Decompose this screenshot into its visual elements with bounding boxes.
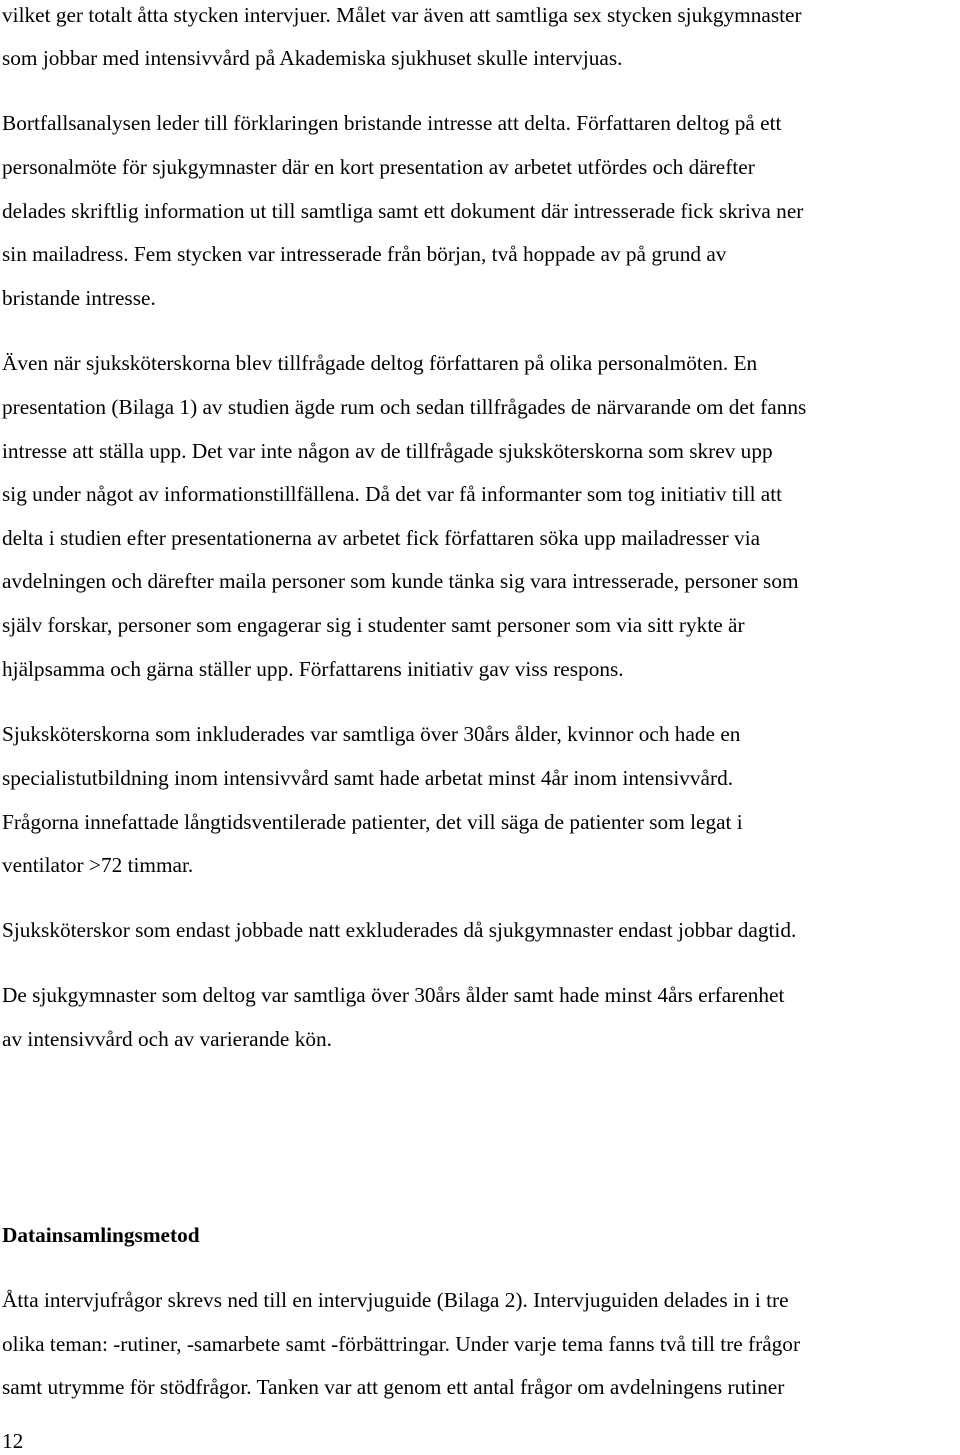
text-line: delta i studien efter presentationerna av arbetet fick författaren söka upp mailadresser via (2, 526, 761, 550)
text-line: vilket ger totalt åtta stycken intervjuer. Målet var även att samtliga sex stycken sjukgymnaster (2, 3, 802, 27)
text-line: sin mailadress. Fem stycken var intresserade från början, två hoppade av på grund av (2, 242, 727, 266)
text-line: som jobbar med intensivvård på Akademiska sjukhuset skulle intervjuas. (2, 46, 623, 70)
text-line: avdelningen och därefter maila personer som kunde tänka sig vara intresserade, personer som (2, 569, 799, 593)
section-heading: Datainsamlingsmetod (2, 1223, 200, 1247)
text-line: personalmöte för sjukgymnaster där en kort presentation av arbetet utfördes och därefter (2, 155, 755, 179)
text-line: sig under något av informationstillfällena. Då det var få informanter som tog initiativ till att (2, 482, 783, 506)
text-line: av intensivvård och av varierande kön. (2, 1027, 332, 1051)
text-line: Sjuksköterskor som endast jobbade natt exkluderades då sjukgymnaster endast jobbar dagtid. (2, 918, 797, 942)
text-line: specialistutbildning inom intensivvård samt hade arbetat minst 4år inom intensivvård. (2, 766, 734, 790)
text-line: presentation (Bilaga 1) av studien ägde rum och sedan tillfrågades de närvarande om det fanns (2, 395, 807, 419)
text-line: olika teman: -rutiner, -samarbete samt -förbättringar. Under varje tema fanns två till tre frågor (2, 1332, 801, 1356)
text-line: själv forskar, personer som engagerar sig i studenter samt personer som via sitt rykte är (2, 613, 745, 637)
text-line: ventilator >72 timmar. (2, 853, 194, 877)
text-line: bristande intresse. (2, 286, 156, 310)
text-line: Bortfallsanalysen leder till förklaringen bristande intresse att delta. Författaren deltog på ett (2, 111, 782, 135)
text-line: Åtta intervjufrågor skrevs ned till en intervjuguide (Bilaga 2). Intervjuguiden delades in i tre (2, 1288, 789, 1312)
text-line: samt utrymme för stödfrågor. Tanken var att genom ett antal frågor om avdelningens rutiner (2, 1375, 785, 1399)
text-line: hjälpsamma och gärna ställer upp. Författarens initiativ gav viss respons. (2, 657, 624, 681)
text-line: Sjuksköterskorna som inkluderades var samtliga över 30års ålder, kvinnor och hade en (2, 722, 741, 746)
text-line: Frågorna innefattade långtidsventilerade patienter, det vill säga de patienter som legat i (2, 810, 743, 834)
text-line: intresse att ställa upp. Det var inte någon av de tillfrågade sjuksköterskorna som skrev upp (2, 439, 773, 463)
page-number: 12 (2, 1429, 24, 1453)
text-line: delades skriftlig information ut till samtliga samt ett dokument där intresserade fick skriva ner (2, 199, 804, 223)
text-line: Även när sjuksköterskorna blev tillfrågade deltog författaren på olika personalmöten. En (2, 351, 758, 375)
text-line: De sjukgymnaster som deltog var samtliga över 30års ålder samt hade minst 4års erfarenhet (2, 983, 785, 1007)
